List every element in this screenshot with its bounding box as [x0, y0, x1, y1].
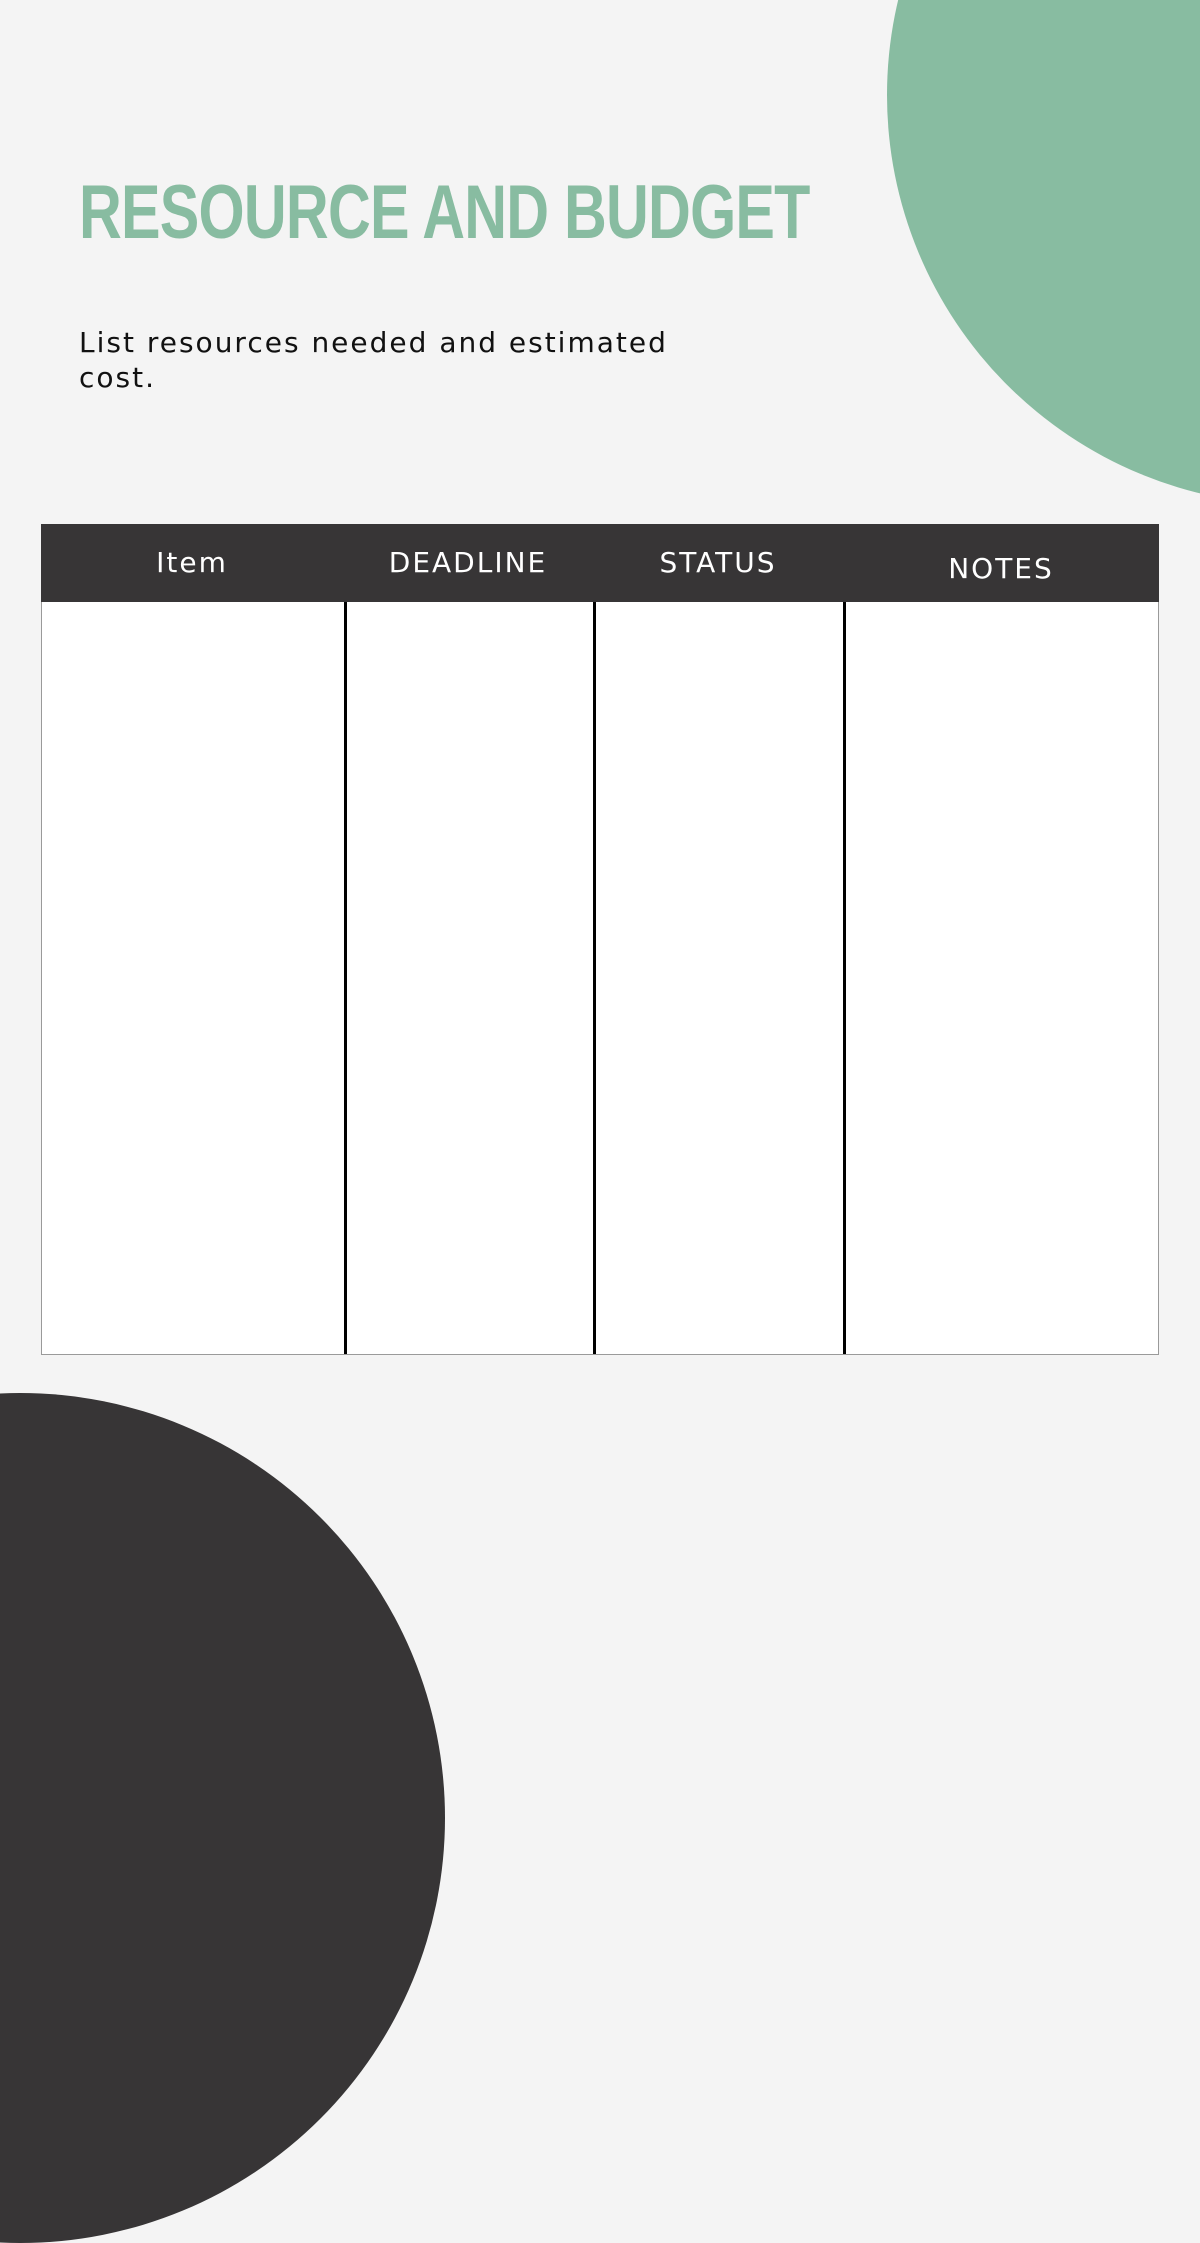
dark-circle-decoration [0, 1393, 445, 2243]
column-divider [843, 602, 846, 1354]
page-title: RESOURCE AND BUDGET [79, 170, 810, 255]
column-header-status: STATUS [659, 546, 777, 579]
table-header [41, 524, 1159, 602]
column-divider [344, 602, 347, 1354]
column-header-item: Item [156, 546, 228, 579]
column-header-notes: NOTES [948, 552, 1054, 585]
page-subtitle: List resources needed and estimated cost. [79, 326, 668, 394]
resource-table [41, 524, 1159, 1355]
table-body [41, 602, 1159, 1355]
green-circle-decoration [887, 0, 1200, 505]
column-divider [593, 602, 596, 1354]
column-header-deadline: DEADLINE [388, 546, 548, 579]
